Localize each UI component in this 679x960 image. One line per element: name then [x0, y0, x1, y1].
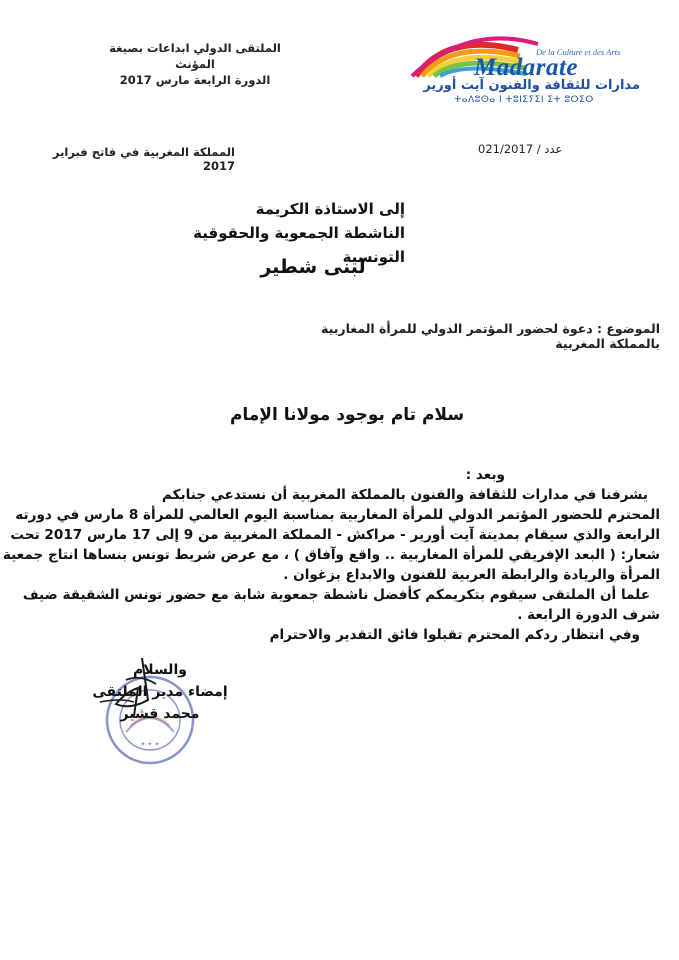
addressee-role: الناشطة الجمعوية والحقوقية التونسية [193, 224, 405, 266]
logo-arabic-name: مدارات للثقافة والفنون آيت أورير [423, 78, 640, 93]
body-line: علما أن الملتقى سيقوم بتكريمكم كأفضل ناشطة جمعوية شابة مع حضور تونس الشقيقة ضيف [22, 587, 650, 603]
body-line: المرأة والريادة والرابطة العربية للفنون والابداع بزغوان . [283, 567, 660, 583]
reference-number: عدد / 021/2017 [478, 142, 563, 156]
addressee-name: لبنى شطير [260, 256, 366, 278]
body-line: شعار: ( البعد الإفريقي للمرأة المغاربية .. واقع وآفاق ) ، مع عرض شريط تونس بنساها انتاج جمعية [2, 547, 660, 563]
logo-tifinagh: ⵜⴰⴷⵓⵙⴰ ⵏ ⵜⵓⵏⵉⵢⵉⵏ ⵉⵜ ⵓⵔⵉⵔ [454, 95, 594, 105]
signature-title: إمضاء مدير الملتقى [92, 684, 228, 700]
date-line: المملكة المغربية في فاتح فبراير 2017 [52, 145, 235, 173]
logo-brand: Madarate [474, 54, 578, 81]
handwritten-signature-icon [30, 640, 170, 730]
event-edition: الدورة الرابعة مارس 2017 [119, 73, 271, 87]
body-line: يشرفنا في مدارات للثقافة والفنون بالمملكة المغربية أن نستدعي جنابكم [161, 487, 648, 503]
svg-text:✦ ✦ ✦: ✦ ✦ ✦ [140, 741, 160, 748]
body-line: شرف الدورة الرابعة . [517, 607, 660, 623]
subject-line: الموضوع : دعوة لحضور المؤتمر الدولي للمرأة المغاربية بالمملكة المغربية [321, 321, 660, 351]
madarate-logo [408, 38, 648, 110]
body-line: وبعد : [465, 467, 505, 483]
event-title: الملتقى الدولي ابداعات بصيغة المؤنث [109, 41, 281, 71]
logo-tagline: De la Culture et des Arts [536, 47, 621, 57]
addressee-salutation: إلى الاستاذة الكريمة [255, 200, 405, 218]
body-line: وفي انتظار ردكم المحترم تقبلوا فائق التقدير والاحترام [269, 627, 640, 643]
signature-closing: والسلام [133, 662, 187, 678]
signature-name: محمد قشير [120, 706, 200, 722]
greeting: سلام تام بوجود مولانا الإمام [229, 405, 465, 425]
event-header [100, 40, 290, 88]
letter-body [2, 465, 660, 645]
body-line: المحترم للحضور المؤتمر الدولي للمرأة المغاربية بمناسبة اليوم العالمي للمرأة 8 مارس في دورته [15, 507, 660, 523]
body-line: الرابعة والذي سيقام بمدينة آيت أورير - مراكش - المملكة المغربية من 9 إلى 17 مارس 2017 تحت [10, 527, 660, 543]
